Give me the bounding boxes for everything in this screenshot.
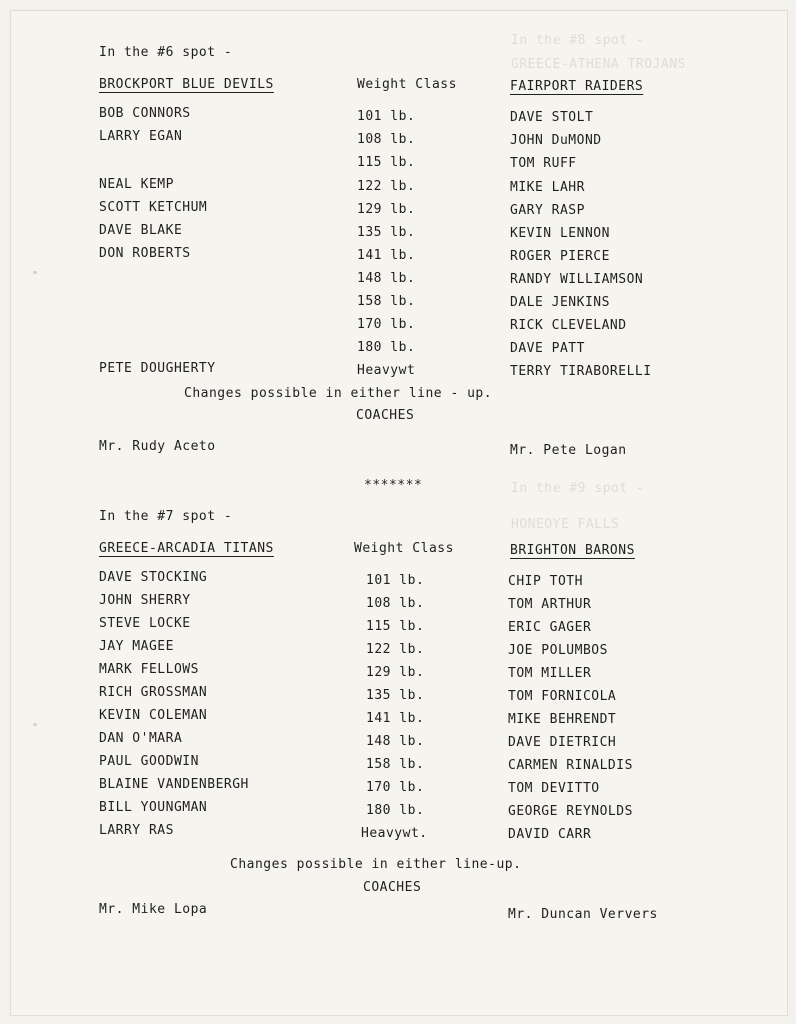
section6-weight: 141 lb. xyxy=(357,248,416,263)
section7-spot-label: In the #7 spot - xyxy=(99,509,233,524)
section6-coach-right: Mr. Pete Logan xyxy=(510,443,627,458)
section7-weight: 122 lb. xyxy=(366,642,425,657)
section6-right-wrestler: RANDY WILLIAMSON xyxy=(510,272,644,287)
section7-left-wrestler: DAVE STOCKING xyxy=(99,570,208,585)
section6-left-wrestler: SCOTT KETCHUM xyxy=(99,200,208,215)
section6-right-wrestler: JOHN DuMOND xyxy=(510,133,602,148)
section6-right-wrestler: KEVIN LENNON xyxy=(510,226,610,241)
section7-left-wrestler: JOHN SHERRY xyxy=(99,593,191,608)
section7-right-wrestler: TOM MILLER xyxy=(508,666,592,681)
section7-team-right: BRIGHTON BARONS xyxy=(510,543,635,558)
section7-weight: 180 lb. xyxy=(366,803,425,818)
section7-right-wrestler: TOM ARTHUR xyxy=(508,597,592,612)
section6-right-wrestler: DAVE PATT xyxy=(510,341,585,356)
section6-right-wrestler: GARY RASP xyxy=(510,203,585,218)
section6-changes-note: Changes possible in either line - up. xyxy=(184,386,493,401)
section6-right-wrestler: DAVE STOLT xyxy=(510,110,594,125)
bleed-through-text: GREECE-ATHENA TROJANS xyxy=(511,57,686,72)
section7-left-wrestler: STEVE LOCKE xyxy=(99,616,191,631)
section6-left-wrestler: NEAL KEMP xyxy=(99,177,174,192)
section6-weight: 170 lb. xyxy=(357,317,416,332)
section6-weight: 122 lb. xyxy=(357,179,416,194)
section7-weight: 170 lb. xyxy=(366,780,425,795)
section7-weight: 115 lb. xyxy=(366,619,425,634)
section6-weight: 158 lb. xyxy=(357,294,416,309)
section7-coach-left: Mr. Mike Lopa xyxy=(99,902,208,917)
section7-weight: 108 lb. xyxy=(366,596,425,611)
section6-coaches-label: COACHES xyxy=(356,408,415,423)
section7-weight: 148 lb. xyxy=(366,734,425,749)
section7-coach-right: Mr. Duncan Ververs xyxy=(508,907,658,922)
section6-weight: 101 lb. xyxy=(357,109,416,124)
section7-right-wrestler: CARMEN RINALDIS xyxy=(508,758,633,773)
section6-left-wrestler: BOB CONNORS xyxy=(99,106,191,121)
section6-weight-header: Weight Class xyxy=(357,77,457,92)
section6-team-left: BROCKPORT BLUE DEVILS xyxy=(99,77,274,92)
section7-weight: Heavywt. xyxy=(361,826,428,841)
section7-right-wrestler: DAVID CARR xyxy=(508,827,592,842)
section6-right-wrestler: MIKE LAHR xyxy=(510,180,585,195)
section7-coaches-label: COACHES xyxy=(363,880,422,895)
section7-weight: 141 lb. xyxy=(366,711,425,726)
section7-left-wrestler: BILL YOUNGMAN xyxy=(99,800,208,815)
section6-weight: Heavywt xyxy=(357,363,416,378)
section7-left-wrestler: KEVIN COLEMAN xyxy=(99,708,208,723)
section6-left-wrestler: LARRY EGAN xyxy=(99,129,183,144)
bleed-through-text: HONEOYE FALLS xyxy=(511,517,620,532)
section7-right-wrestler: MIKE BEHRENDT xyxy=(508,712,617,727)
section7-weight: 129 lb. xyxy=(366,665,425,680)
section6-spot-label: In the #6 spot - xyxy=(99,45,233,60)
section7-changes-note: Changes possible in either line-up. xyxy=(230,857,522,872)
section7-left-wrestler: PAUL GOODWIN xyxy=(99,754,199,769)
section7-right-wrestler: CHIP TOTH xyxy=(508,574,583,589)
section6-left-wrestler: DAVE BLAKE xyxy=(99,223,183,238)
section7-right-wrestler: JOE POLUMBOS xyxy=(508,643,608,658)
section7-left-wrestler: JAY MAGEE xyxy=(99,639,174,654)
section7-weight: 158 lb. xyxy=(366,757,425,772)
section6-weight: 180 lb. xyxy=(357,340,416,355)
section7-left-wrestler: MARK FELLOWS xyxy=(99,662,199,677)
section7-right-wrestler: GEORGE REYNOLDS xyxy=(508,804,633,819)
section7-right-wrestler: TOM DEVITTO xyxy=(508,781,600,796)
bleed-through-text: In the #9 spot - xyxy=(511,481,645,496)
section6-right-wrestler: TOM RUFF xyxy=(510,156,577,171)
section-separator: ******* xyxy=(364,478,423,493)
section6-left-wrestler: PETE DOUGHERTY xyxy=(99,361,216,376)
section6-left-wrestler: DON ROBERTS xyxy=(99,246,191,261)
section7-weight-header: Weight Class xyxy=(354,541,454,556)
bleed-through-text: In the #8 spot - xyxy=(511,33,645,48)
section7-left-wrestler: DAN O'MARA xyxy=(99,731,183,746)
section7-right-wrestler: TOM FORNICOLA xyxy=(508,689,617,704)
section6-weight: 135 lb. xyxy=(357,225,416,240)
section6-weight: 129 lb. xyxy=(357,202,416,217)
section6-weight: 108 lb. xyxy=(357,132,416,147)
section6-weight: 115 lb. xyxy=(357,155,416,170)
section7-right-wrestler: ERIC GAGER xyxy=(508,620,592,635)
section7-team-left: GREECE-ARCADIA TITANS xyxy=(99,541,274,556)
section7-left-wrestler: RICH GROSSMAN xyxy=(99,685,208,700)
section7-weight: 135 lb. xyxy=(366,688,425,703)
section6-right-wrestler: ROGER PIERCE xyxy=(510,249,610,264)
section7-left-wrestler: BLAINE VANDENBERGH xyxy=(99,777,249,792)
section6-right-wrestler: TERRY TIRABORELLI xyxy=(510,364,652,379)
section6-weight: 148 lb. xyxy=(357,271,416,286)
document-page xyxy=(10,10,788,1016)
section7-left-wrestler: LARRY RAS xyxy=(99,823,174,838)
section7-right-wrestler: DAVE DIETRICH xyxy=(508,735,617,750)
punch-hole xyxy=(33,271,37,274)
section6-right-wrestler: DALE JENKINS xyxy=(510,295,610,310)
section6-coach-left: Mr. Rudy Aceto xyxy=(99,439,216,454)
section6-team-right: FAIRPORT RAIDERS xyxy=(510,79,644,94)
section6-right-wrestler: RICK CLEVELAND xyxy=(510,318,627,333)
punch-hole xyxy=(33,723,37,726)
section7-weight: 101 lb. xyxy=(366,573,425,588)
